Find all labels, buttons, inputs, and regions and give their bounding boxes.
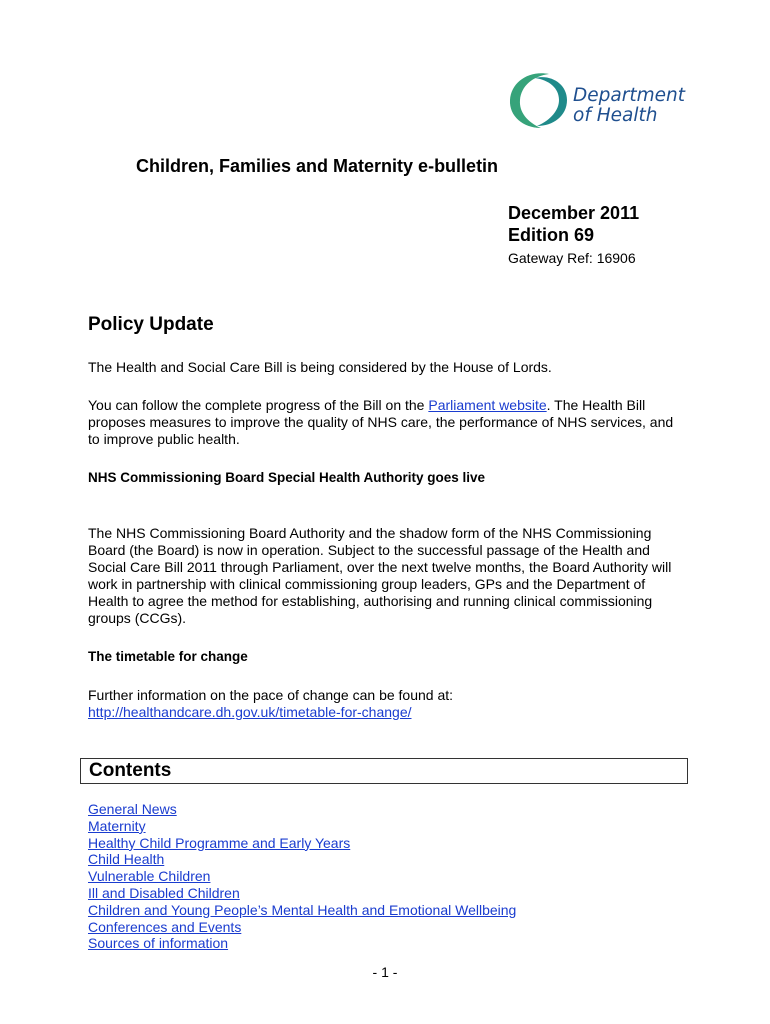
toc-link-ill-disabled[interactable]: Ill and Disabled Children: [88, 884, 240, 901]
policy-para-2-after: . The Health Bill proposes measures to improve the quality of NHS care, the performance of NHS services, and to improve public health.: [88, 397, 674, 447]
toc-link-maternity[interactable]: Maternity: [88, 817, 146, 834]
policy-para-2-before: You can follow the complete progress of the Bill on the: [88, 397, 429, 413]
policy-para-1: [88, 359, 688, 376]
policy-para-1-text: The Health and Social Care Bill is being considered by the House of Lords.: [88, 359, 552, 375]
bulletin-title: Children, Families and Maternity e-bulletin: [136, 156, 499, 176]
contents-heading: Contents: [80, 758, 688, 784]
toc-link-sources[interactable]: Sources of information: [88, 935, 229, 952]
subheading-commissioning-board: NHS Commissioning Board Special Health Authority goes live: [88, 470, 486, 485]
toc-link-vulnerable-children[interactable]: Vulnerable Children: [88, 868, 211, 885]
dh-logo: [505, 68, 695, 132]
contents-list: [88, 801, 516, 952]
toc-link-healthy-child[interactable]: Healthy Child Programme and Early Years: [88, 834, 351, 851]
toc-link-general-news[interactable]: General News: [88, 801, 177, 817]
toc-link-conferences[interactable]: Conferences and Events: [88, 918, 242, 935]
subheading-timetable: The timetable for change: [88, 649, 248, 664]
dh-swirl-icon: [505, 68, 575, 132]
policy-para-3-text: The NHS Commissioning Board Authority and the shadow form of the NHS Commissioning Board (the Board) is now in operation. Subject to the successful passage of the Health and Social Care Bill 2011 through Parliament, over the next twelve months, the Board Authority will work in partnership with clinical commissioning group leaders, GPs and the Department of Health to agree the method for establishing, authorising and running clinical commissioning groups (CCGs).: [88, 525, 672, 626]
parliament-website-link[interactable]: Parliament website: [428, 397, 547, 413]
policy-heading: Policy Update: [88, 314, 214, 335]
policy-para-3: [88, 525, 688, 627]
toc-link-child-health[interactable]: Child Health: [88, 851, 165, 868]
page-number: - 1 -: [372, 964, 398, 980]
date-block: [508, 202, 639, 266]
logo-line1: Department: [573, 85, 685, 106]
timetable-link[interactable]: http://healthandcare.dh.gov.uk/timetable-for-change/: [88, 704, 412, 720]
gateway-ref: Gateway Ref: 16906: [508, 250, 636, 266]
policy-para-2: [88, 397, 688, 448]
policy-para-4-text: Further information on the pace of change can be found at:: [88, 687, 454, 703]
policy-para-4: [88, 687, 688, 721]
toc-link-mental-health[interactable]: Children and Young People’s Mental Health and Emotional Wellbeing: [88, 901, 517, 918]
dh-abbr: DH: [522, 89, 556, 113]
issue-date: December 2011: [508, 203, 640, 223]
edition-number: Edition 69: [508, 225, 595, 245]
logo-line2: of Health: [573, 105, 658, 126]
